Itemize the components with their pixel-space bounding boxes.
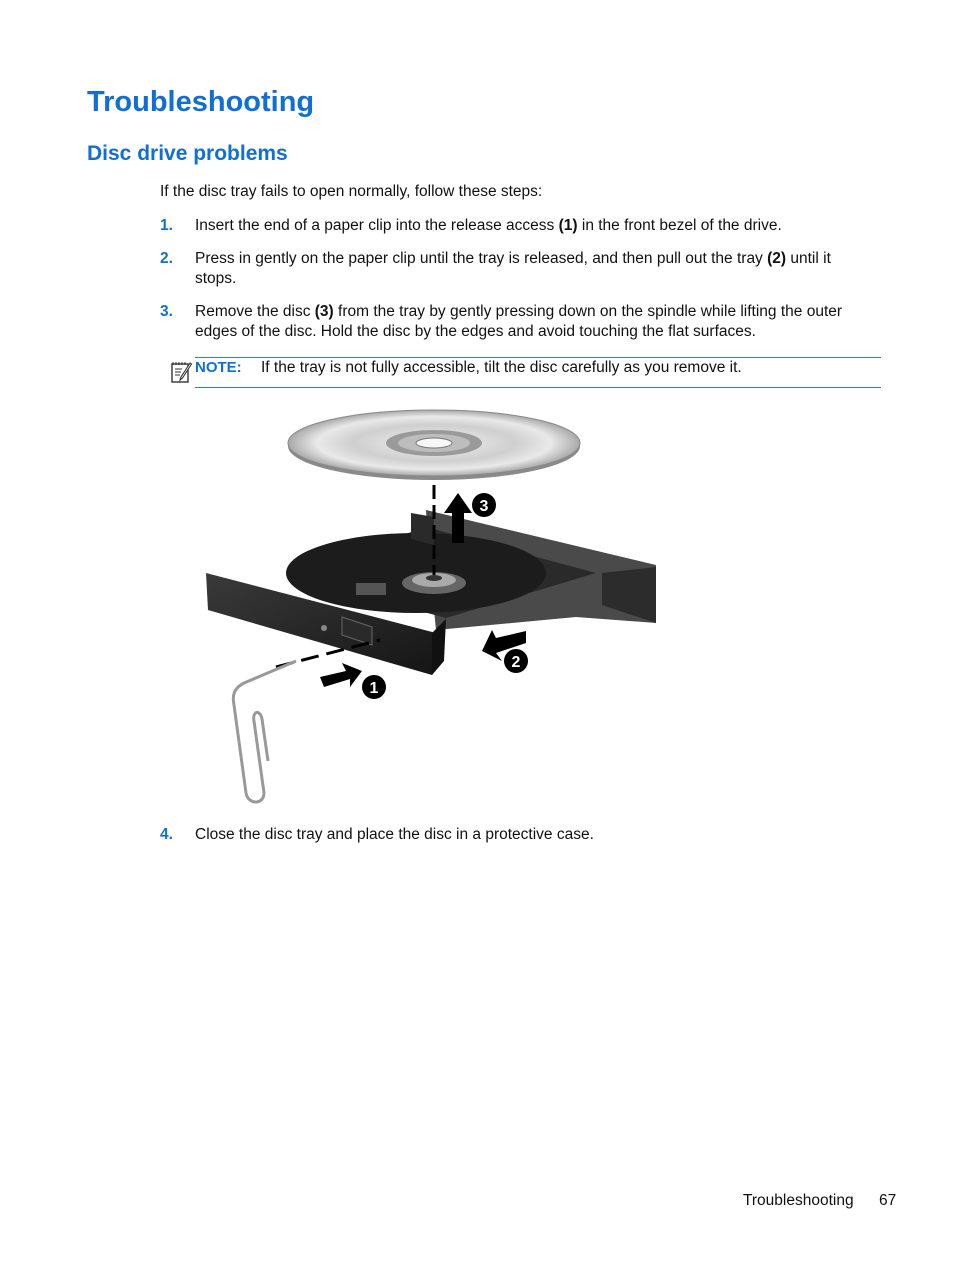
footer-page-number: 67 bbox=[879, 1192, 897, 1209]
step-callout: (2) bbox=[767, 250, 787, 267]
step-callout: (3) bbox=[314, 303, 334, 320]
arrow-right-icon bbox=[320, 663, 362, 687]
step-text: Press in gently on the paper clip until the tray is released, and then pull out the tray bbox=[195, 250, 768, 267]
step-3 bbox=[160, 302, 872, 342]
page-title: Troubleshooting bbox=[87, 86, 315, 118]
step-4 bbox=[160, 825, 872, 845]
callout-number: 1 bbox=[369, 680, 379, 697]
note-text: If the tray is not fully accessible, tilt the disc carefully as you remove it. bbox=[261, 359, 742, 376]
step-text: Close the disc tray and place the disc in a protective case. bbox=[195, 826, 594, 843]
callout-2 bbox=[504, 649, 528, 673]
step-1 bbox=[160, 216, 872, 236]
note-icon bbox=[170, 360, 194, 384]
step-text: in the front bezel of the drive. bbox=[577, 217, 782, 234]
note-box bbox=[195, 357, 881, 388]
callout-number: 3 bbox=[479, 498, 489, 515]
disc-drive bbox=[206, 510, 656, 675]
section-title: Disc drive problems bbox=[87, 142, 288, 165]
disc bbox=[288, 410, 580, 480]
step-number: 2. bbox=[160, 250, 173, 267]
step-number: 4. bbox=[160, 826, 173, 843]
step-text: Remove the disc bbox=[195, 303, 315, 320]
callout-number: 2 bbox=[511, 654, 521, 671]
step-number: 1. bbox=[160, 217, 173, 234]
step-callout: (1) bbox=[558, 217, 578, 234]
step-text: from the tray by gently pressing down on the spindle while lifting the outer edges of the disc. Hold the disc by the edges and avoid touching the flat surfaces. bbox=[195, 303, 843, 340]
note-label: NOTE: bbox=[195, 359, 242, 376]
disc-tray-illustration bbox=[196, 405, 666, 810]
callout-3 bbox=[472, 493, 496, 517]
step-text: Insert the end of a paper clip into the release access bbox=[195, 217, 559, 234]
footer-section: Troubleshooting bbox=[743, 1192, 854, 1209]
intro-paragraph: If the disc tray fails to open normally, follow these steps: bbox=[160, 183, 543, 200]
callout-1 bbox=[362, 675, 386, 699]
step-2 bbox=[160, 249, 872, 289]
step-number: 3. bbox=[160, 303, 173, 320]
paper-clip bbox=[233, 661, 296, 802]
step-text: until it stops. bbox=[195, 250, 831, 287]
